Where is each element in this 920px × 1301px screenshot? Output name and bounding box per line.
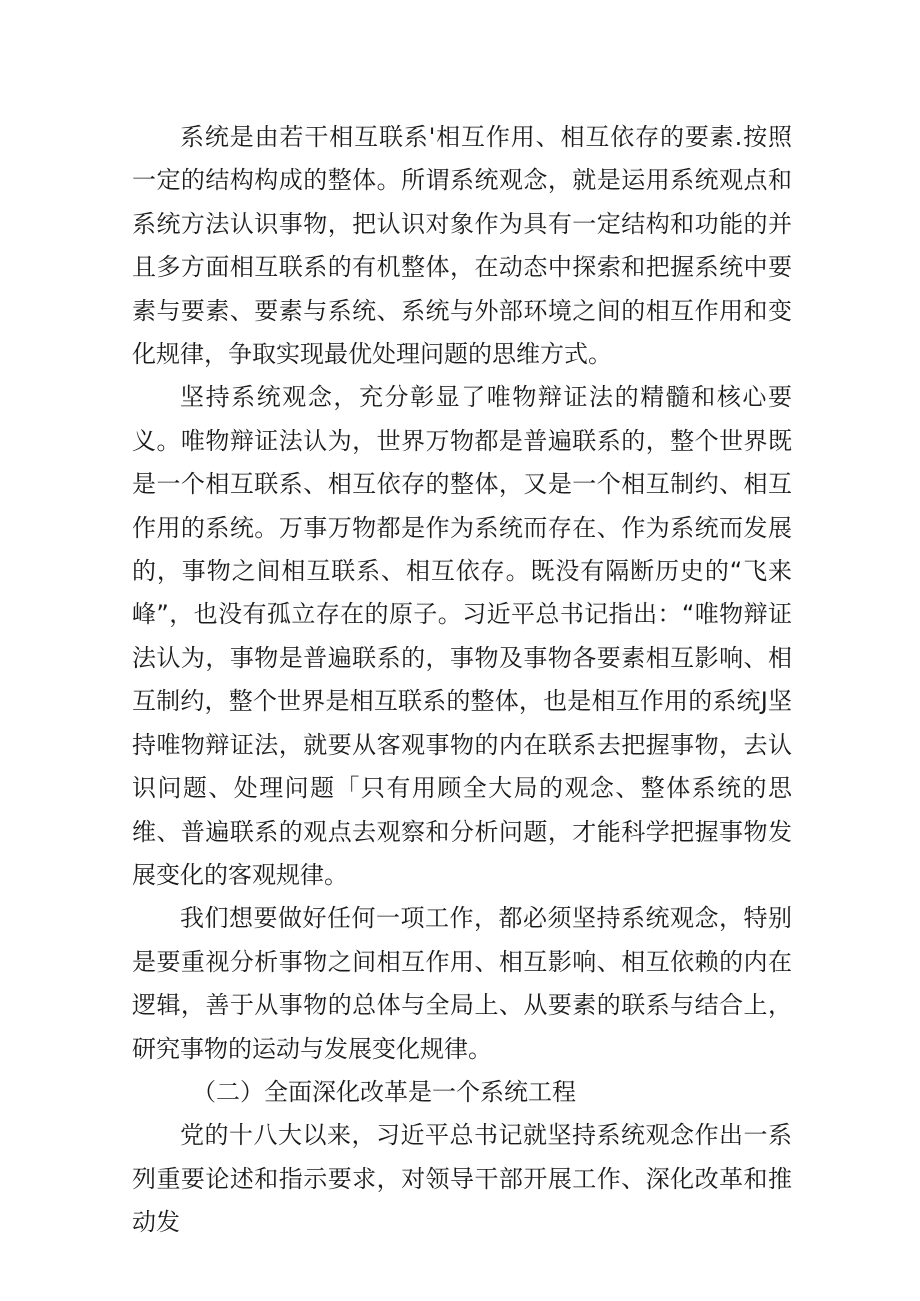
paragraph-system-definition: 系统是由若干相互联系'相互作用、相互依存的要素.按照一定的结构构成的整体。所谓系统观念，就是运用系统观点和系统方法认识事物，把认识对象作为具有一定结构和功能的并且多方面相互联系的有机整体，在动态中探索和把握系统中要素与要素、要素与系统、系统与外部环境之间的相互作用和变化规律，争取实现最优处理问题的思维方式。 bbox=[132, 123, 792, 369]
document-body bbox=[132, 116, 792, 1245]
section-heading: （二）全面深化改革是一个系统工程 bbox=[192, 1077, 576, 1106]
paragraph-work-method: 我们想要做好任何一项工作，都必须坚持系统观念，特别是要重视分析事物之间相互作用、相互影响、相互依赖的内在逻辑，善于从事物的总体与全局上、从要素的联系与结合上，研究事物的运动与发展变化规律。 bbox=[132, 904, 792, 1063]
paragraph-dialectics: 坚持系统观念，充分彰显了唯物辩证法的精髓和核心要义。唯物辩证法认为，世界万物都是普遍联系的，整个世界既是一个相互联系、相互依存的整体，又是一个相互制约、相互作用的系统。万事万物都是作为系统而存在、作为系统而发展的，事物之间相互联系、相互依存。既没有隔断历史的“飞来峰”，也没有孤立存在的原子。习近平总书记指出：“唯物辩证法认为，事物是普遍联系的，事物及事物各要素相互影响、相互制约，整个世界是相互联系的整体，也是相互作用的系统J坚持唯物辩证法，就要从客观事物的内在联系去把握事物，去认识问题、处理问题「只有用顾全大局的观念、整体系统的思维、普遍联系的观点去观察和分析问题，才能科学把握事物发展变化的客观规律。 bbox=[132, 383, 792, 889]
paragraph-since-18th-congress: 党的十八大以来，习近平总书记就坚持系统观念作出一系列重要论述和指示要求，对领导干部开展工作、深化改革和推动发 bbox=[132, 1121, 792, 1237]
